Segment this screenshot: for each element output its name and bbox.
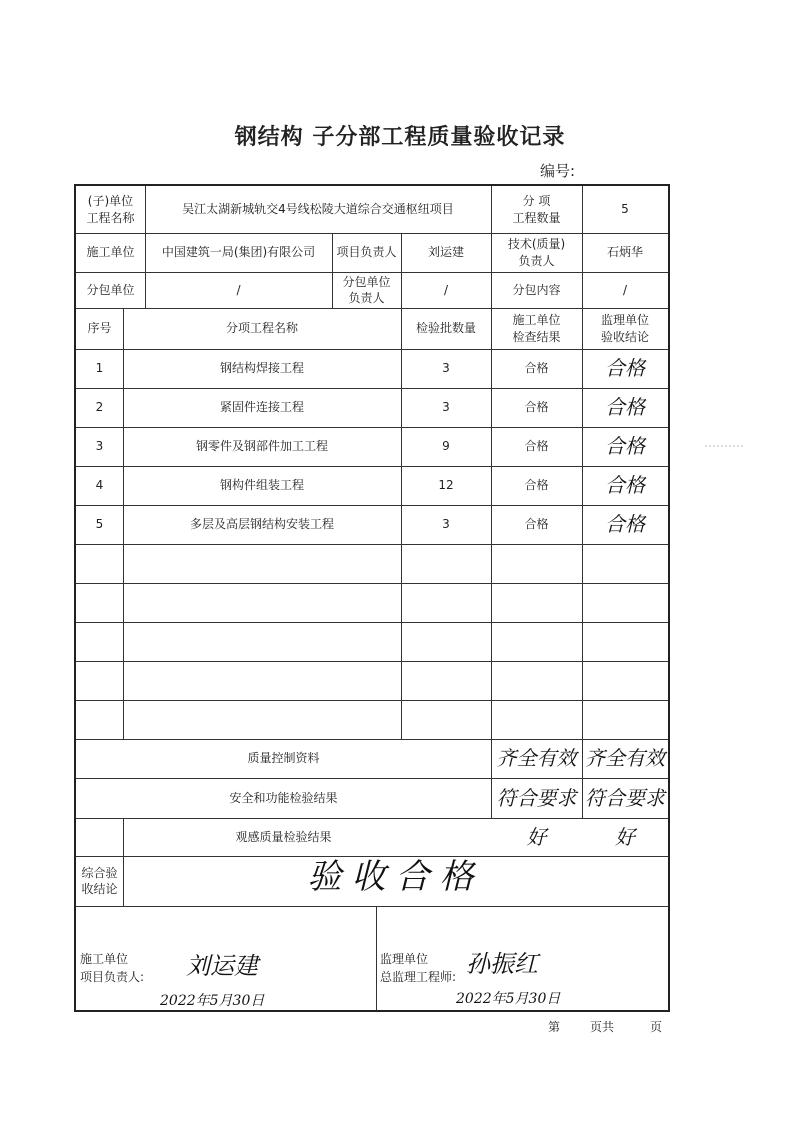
row-4-name: 钢构件组装工程 (219, 478, 304, 493)
row-1-lots: 3 (442, 361, 450, 376)
row-3-name: 钢零件及钢部件加工工程 (195, 439, 328, 454)
col-header-name: 分项工程名称 (225, 321, 298, 336)
supervisor-sign-date: 2022年5月30日 (456, 991, 561, 1007)
summary-quality-label: 质量控制资料 (247, 751, 320, 766)
row-3-seq: 3 (95, 439, 104, 454)
row-4-lots: 12 (438, 478, 454, 493)
row-2-check: 合格 (524, 400, 549, 415)
conclusion-value-handwritten: 验收合格 (307, 857, 484, 898)
row-1-check: 合格 (524, 361, 549, 376)
row-1-accept-handwritten: 合格 (605, 356, 645, 380)
footer-of-label: 页共 (590, 1020, 615, 1034)
row-line (76, 544, 668, 545)
summary-appearance-check-handwritten: 好 (526, 824, 547, 849)
tech-value: 石炳华 (606, 245, 643, 260)
supervisor-sign-label: 监理单位 总监理工程师: (380, 952, 457, 984)
constructor-value: 中国建筑一局(集团)有限公司 (161, 245, 316, 260)
summary-appearance-label: 观感质量检验结果 (235, 829, 332, 844)
summary-safety-check-handwritten: 符合要求 (496, 785, 577, 810)
constructor-sign-label: 施工单位 项目负责人: (80, 952, 145, 984)
pm-value: 刘运建 (427, 245, 464, 260)
summary-quality-accept-handwritten: 齐全有效 (585, 746, 665, 770)
row-4-seq: 4 (95, 478, 104, 493)
sub-count-label: 分 项 工程数量 (512, 194, 561, 225)
summary-safety-label: 安全和功能检验结果 (229, 790, 338, 805)
supervisor-signature: 孙振红 (466, 950, 538, 978)
sub-pm-value: / (443, 282, 449, 297)
col-header-lots: 检验批数量 (415, 321, 476, 336)
footer-pages-label: 页 (650, 1020, 663, 1034)
row-5-check: 合格 (524, 517, 549, 532)
doc-number-label: 编号: (540, 162, 576, 180)
row-4-check: 合格 (524, 478, 549, 493)
row-1-seq: 1 (95, 361, 104, 376)
summary-safety-accept-handwritten: 符合要求 (585, 785, 665, 810)
row-4-accept-handwritten: 合格 (605, 473, 645, 497)
sub-count-value: 5 (621, 202, 629, 217)
unit-name-value: 吴江太湖新城轨交4号线松陵大道综合交通枢纽项目 (182, 202, 454, 217)
constructor-sign-date: 2022年5月30日 (160, 993, 265, 1009)
row-line (76, 700, 668, 701)
row-3-check: 合格 (524, 439, 549, 454)
sub-pm-label: 分包单位 负责人 (342, 274, 391, 305)
row-5-accept-handwritten: 合格 (605, 512, 645, 536)
row-line (76, 906, 668, 907)
sub-content-label: 分包内容 (512, 282, 561, 297)
col-header-check: 施工单位 检查结果 (512, 313, 561, 344)
subcontractor-value: / (236, 282, 241, 297)
subcontractor-label: 分包单位 (86, 282, 135, 297)
row-2-seq: 2 (95, 400, 104, 415)
unit-name-label: (子)单位 工程名称 (86, 194, 135, 225)
tech-label: 技术(质量) 负责人 (507, 237, 566, 268)
row-line (76, 622, 668, 623)
sub-content-value: / (622, 282, 628, 297)
row-3-lots: 9 (442, 439, 450, 454)
pm-label: 项目负责人 (336, 245, 397, 260)
footer-page-label: 第 (548, 1020, 561, 1034)
row-3-accept-handwritten: 合格 (605, 434, 645, 458)
scan-speck (705, 444, 745, 448)
summary-quality-check-handwritten: 齐全有效 (496, 746, 577, 770)
row-5-lots: 3 (442, 517, 450, 532)
page-title: 钢结构 子分部工程质量验收记录 (234, 125, 566, 150)
col-line (376, 906, 377, 1010)
row-2-accept-handwritten: 合格 (605, 395, 645, 419)
row-5-name: 多层及高层钢结构安装工程 (189, 517, 334, 532)
constructor-label: 施工单位 (86, 245, 135, 260)
col-header-accept: 监理单位 验收结论 (600, 313, 649, 344)
row-line (76, 583, 668, 584)
row-2-lots: 3 (442, 400, 450, 415)
col-header-seq: 序号 (87, 321, 112, 336)
summary-appearance-accept-handwritten: 好 (615, 824, 635, 849)
row-2-name: 紧固件连接工程 (219, 400, 304, 415)
constructor-signature: 刘运建 (186, 952, 258, 980)
row-5-seq: 5 (95, 517, 104, 532)
row-1-name: 钢结构焊接工程 (219, 361, 304, 376)
conclusion-label: 综合验 收结论 (81, 865, 118, 896)
row-line (76, 661, 668, 662)
acceptance-form (74, 184, 670, 1012)
